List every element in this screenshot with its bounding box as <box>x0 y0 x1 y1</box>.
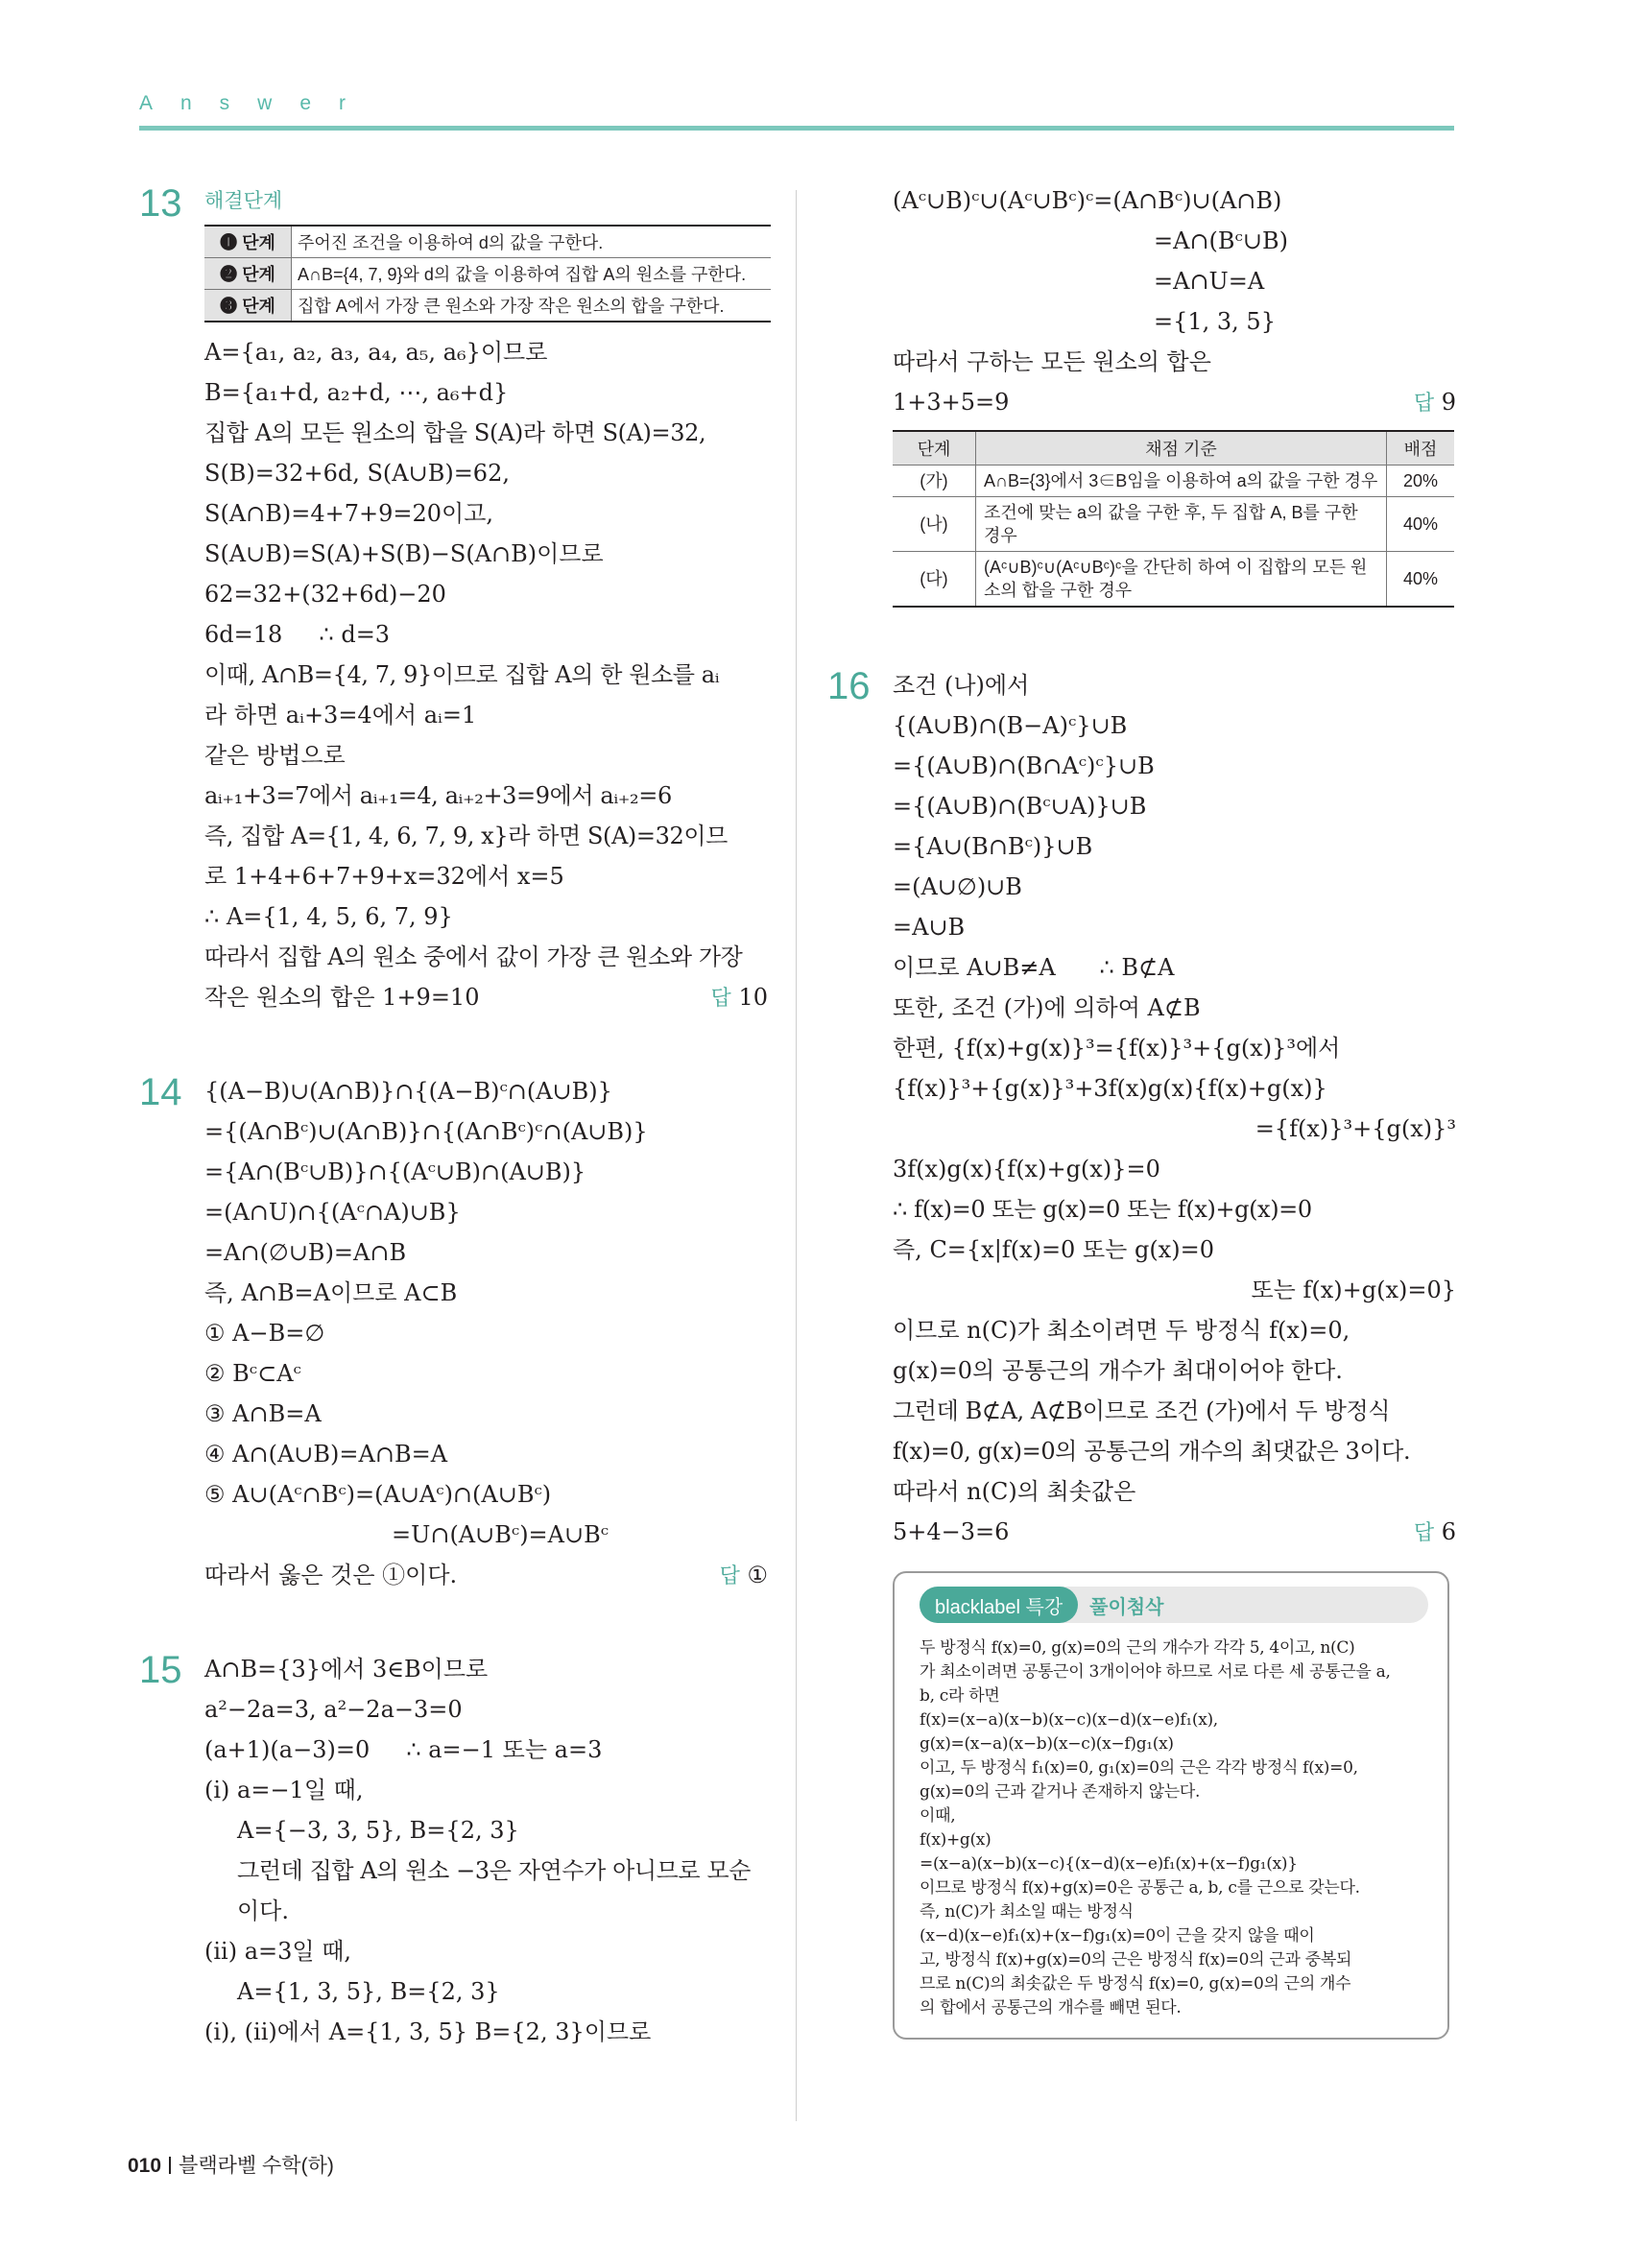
grading-row <box>893 552 1454 608</box>
solution-line: {f(x)}³+{g(x)}³+3f(x)g(x){f(x)+g(x)} <box>893 1075 1327 1102</box>
left-column <box>139 182 768 2052</box>
answer-value: 10 <box>738 984 768 1011</box>
problem-number: 15 <box>139 1649 182 1691</box>
solution-line: 이다. <box>237 1898 289 1924</box>
problem-15-continued <box>827 180 1456 608</box>
tip-kind-label: 풀이첨삭 <box>1089 1596 1164 1618</box>
solution-line <box>893 1512 1456 1552</box>
solution-line <box>204 1555 768 1595</box>
solution-line: =A∩(∅∪B)=A∩B <box>204 1239 407 1266</box>
solution-line: (ii) a=3일 때, <box>204 1938 352 1965</box>
step-name: ❸ 단계 <box>204 290 292 322</box>
solution-line: =U∩(A∪Bᶜ)=A∪Bᶜ <box>392 1521 609 1548</box>
choice-2: ② Bᶜ⊂Aᶜ <box>204 1360 301 1387</box>
problem-15 <box>139 1649 768 2052</box>
header-label: Answer <box>139 92 374 114</box>
solution-line: A={−3, 3, 5}, B={2, 3} <box>237 1817 519 1844</box>
page-number: 010 <box>128 2155 162 2177</box>
grading-criterion: A∩B={3}에서 3∈B임을 이용하여 a의 값을 구한 경우 <box>976 466 1387 497</box>
answer-value: 6 <box>1441 1518 1456 1545</box>
solution-line: 3f(x)g(x){f(x)+g(x)}=0 <box>893 1156 1160 1182</box>
solution-line: 또한, 조건 (가)에 의하여 A⊄B <box>893 994 1201 1021</box>
solution-line: ∴ f(x)=0 또는 g(x)=0 또는 f(x)+g(x)=0 <box>893 1196 1312 1223</box>
answer <box>711 977 768 1017</box>
solution-line: f(x)=0, g(x)=0의 공통근의 개수의 최댓값은 3이다. <box>893 1438 1411 1465</box>
solution-line: 즉, 집합 A={1, 4, 6, 7, 9, x}라 하면 S(A)=32이므 <box>204 823 728 849</box>
grading-header-row <box>893 431 1454 466</box>
tip-brand-label: blacklabel 특강 <box>920 1587 1078 1623</box>
blacklabel-tip-box <box>893 1571 1449 2040</box>
step-text: 주어진 조건을 이용하여 d의 값을 구한다. <box>292 226 772 258</box>
solution-line: a²−2a=3, a²−2a−3=0 <box>204 1696 463 1723</box>
solution-line: 이므로 A∪B≠A ∴ B⊄A <box>893 954 1175 981</box>
header-criterion: 채점 기준 <box>976 431 1387 466</box>
problem-number: 13 <box>139 182 182 225</box>
tip-line: b, c라 하면 <box>920 1686 1000 1706</box>
answer-label: 답 <box>1413 1520 1435 1544</box>
solution-line: A={a₁, a₂, a₃, a₄, a₅, a₆}이므로 <box>204 339 548 366</box>
problem-13 <box>139 182 768 1017</box>
tip-line: 가 최소이려면 공통근이 3개이어야 하므로 서로 다른 세 공통근을 a, <box>920 1662 1391 1682</box>
tip-line: g(x)=(x−a)(x−b)(x−c)(x−f)g₁(x) <box>920 1734 1174 1754</box>
solution-line: (i), (ii)에서 A={1, 3, 5} B={2, 3}이므로 <box>204 2018 652 2045</box>
page-footer <box>128 2150 334 2179</box>
grading-step: (다) <box>893 552 976 608</box>
solution-line: =(A∩U)∩{(Aᶜ∩A)∪B} <box>204 1199 461 1226</box>
tip-line: =(x−a)(x−b)(x−c){(x−d)(x−e)f₁(x)+(x−f)g₁(x)} <box>920 1854 1298 1874</box>
tip-line: f(x)+g(x) <box>920 1830 992 1850</box>
choice-1: ① A−B=∅ <box>204 1320 325 1347</box>
tip-line: 이때, <box>920 1806 956 1826</box>
step-name: ❶ 단계 <box>204 226 292 258</box>
answer <box>720 1555 768 1595</box>
solution-line: =A∩U=A <box>1154 268 1265 295</box>
problem-14 <box>139 1071 768 1595</box>
step-name: ❷ 단계 <box>204 258 292 290</box>
tip-header <box>920 1587 1428 1623</box>
solution-line: ={1, 3, 5} <box>1154 308 1276 335</box>
solution-line: 그런데 집합 A의 원소 −3은 자연수가 아니므로 모순 <box>237 1857 752 1884</box>
grading-step: (나) <box>893 497 976 552</box>
solution-line <box>204 977 768 1017</box>
book-title: 블랙라벨 수학(하) <box>179 2155 334 2177</box>
solution-line: (i) a=−1일 때, <box>204 1777 364 1803</box>
solution-line: {(A−B)∪(A∩B)}∩{(A−B)ᶜ∩(A∪B)} <box>204 1078 612 1105</box>
solution-line: ={f(x)}³+{g(x)}³ <box>1255 1115 1456 1142</box>
answer-value: ① <box>747 1562 768 1588</box>
solution-line: =A∩(Bᶜ∪B) <box>1154 227 1288 254</box>
solution-line: 또는 f(x)+g(x)=0} <box>1251 1277 1456 1303</box>
solution-line: ={A∪(B∩Bᶜ)}∪B <box>893 833 1093 860</box>
solution-line: (a+1)(a−3)=0 ∴ a=−1 또는 a=3 <box>204 1736 603 1763</box>
answer-label: 답 <box>1413 391 1435 415</box>
tip-line: g(x)=0의 근과 같거나 존재하지 않는다. <box>920 1782 1201 1802</box>
tip-line: 두 방정식 f(x)=0, g(x)=0의 근의 개수가 각각 5, 4이고, n(C) <box>920 1638 1355 1658</box>
tip-line: 이고, 두 방정식 f₁(x)=0, g₁(x)=0의 근은 각각 방정식 f(x)=0, <box>920 1758 1358 1778</box>
solution-line: 로 1+4+6+7+9+x=32에서 x=5 <box>204 863 564 890</box>
solution-line: 그런데 B⊄A, A⊄B이므로 조건 (가)에서 두 방정식 <box>893 1397 1391 1424</box>
grading-row <box>893 466 1454 497</box>
grading-score: 20% <box>1387 466 1455 497</box>
problem-number: 14 <box>139 1071 182 1113</box>
solution-line: 따라서 구하는 모든 원소의 합은 <box>893 348 1211 375</box>
step-text: 집합 A에서 가장 큰 원소와 가장 작은 원소의 합을 구한다. <box>292 290 772 322</box>
header-rule <box>139 126 1454 131</box>
choice-5: ⑤ A∪(Aᶜ∩Bᶜ)=(A∪Aᶜ)∩(A∪Bᶜ) <box>204 1481 552 1508</box>
solution-line: A={1, 3, 5}, B={2, 3} <box>237 1978 500 2005</box>
solution-line: g(x)=0의 공통근의 개수가 최대이어야 한다. <box>893 1357 1343 1384</box>
tip-line: 의 합에서 공통근의 개수를 빼면 된다. <box>920 1998 1182 2017</box>
solution-line: ={A∩(Bᶜ∪B)}∩{(Aᶜ∪B)∩(A∪B)} <box>204 1158 586 1185</box>
step-row <box>204 290 771 322</box>
solution-steps-table <box>204 225 771 322</box>
solution-steps-title: 해결단계 <box>204 190 283 212</box>
solution-line: S(A∩B)=4+7+9=20이고, <box>204 500 494 527</box>
solution-line: ∴ A={1, 4, 5, 6, 7, 9} <box>204 903 453 930</box>
step-row <box>204 258 771 290</box>
answer-label: 답 <box>719 1564 740 1588</box>
solution-text: 작은 원소의 합은 1+9=10 <box>204 984 480 1011</box>
grading-step: (가) <box>893 466 976 497</box>
solution-text: 1+3+5=9 <box>893 389 1010 416</box>
solution-line: 따라서 n(C)의 최솟값은 <box>893 1478 1136 1505</box>
solution-line: 조건 (나)에서 <box>893 672 1030 699</box>
grading-score: 40% <box>1387 552 1455 608</box>
solution-line: 같은 방법으로 <box>204 742 346 769</box>
answer-label: 답 <box>710 986 731 1010</box>
tip-line: f(x)=(x−a)(x−b)(x−c)(x−d)(x−e)f₁(x), <box>920 1710 1218 1730</box>
column-divider <box>796 190 797 2121</box>
solution-line: ={(A∪B)∩(B∩Aᶜ)ᶜ}∪B <box>893 752 1155 779</box>
solution-line: ={(A∩Bᶜ)∪(A∩B)}∩{(A∩Bᶜ)ᶜ∩(A∪B)} <box>204 1118 648 1145</box>
solution-text: 5+4−3=6 <box>893 1518 1010 1545</box>
solution-line: S(B)=32+6d, S(A∪B)=62, <box>204 460 510 487</box>
solution-line: A∩B={3}에서 3∈B이므로 <box>204 1656 489 1683</box>
solution-line: 이므로 n(C)가 최소이려면 두 방정식 f(x)=0, <box>893 1317 1350 1344</box>
solution-line: 즉, C={x|f(x)=0 또는 g(x)=0 <box>893 1236 1214 1263</box>
tip-line: 이므로 방정식 f(x)+g(x)=0은 공통근 a, b, c를 근으로 갖는다. <box>920 1878 1360 1898</box>
step-text: A∩B={4, 7, 9}와 d의 값을 이용하여 집합 A의 원소를 구한다. <box>292 258 772 290</box>
solution-text: 따라서 옳은 것은 ①이다. <box>204 1562 458 1588</box>
solution-line: 따라서 집합 A의 원소 중에서 값이 가장 큰 원소와 가장 <box>204 943 743 970</box>
solution-line: =(A∪∅)∪B <box>893 873 1022 900</box>
grading-row <box>893 497 1454 552</box>
grading-table <box>893 430 1454 608</box>
solution-line: (Aᶜ∪B)ᶜ∪(Aᶜ∪Bᶜ)ᶜ=(A∩Bᶜ)∪(A∩B) <box>893 187 1282 214</box>
choice-4: ④ A∩(A∪B)=A∩B=A <box>204 1441 448 1468</box>
solution-line: aᵢ₊₁+3=7에서 aᵢ₊₁=4, aᵢ₊₂+3=9에서 aᵢ₊₂=6 <box>204 782 672 809</box>
problem-number: 16 <box>827 665 871 707</box>
solution-line: 한편, {f(x)+g(x)}³={f(x)}³+{g(x)}³에서 <box>893 1035 1341 1062</box>
solution-line: ={(A∪B)∩(Bᶜ∪A)}∪B <box>893 793 1147 820</box>
solution-line: 이때, A∩B={4, 7, 9}이므로 집합 A의 한 원소를 aᵢ <box>204 661 720 688</box>
answer <box>1414 1512 1456 1552</box>
answer <box>1414 382 1456 422</box>
solution-line <box>893 382 1456 422</box>
tip-line: 므로 n(C)의 최솟값은 두 방정식 f(x)=0, g(x)=0의 근의 개수 <box>920 1974 1351 1993</box>
tip-line: 고, 방정식 f(x)+g(x)=0의 근은 방정식 f(x)=0의 근과 중복되 <box>920 1950 1352 1970</box>
right-column <box>827 182 1456 2040</box>
header-step: 단계 <box>893 431 976 466</box>
problem-16 <box>827 665 1456 2040</box>
answer-value: 9 <box>1441 389 1456 416</box>
solution-line: {(A∪B)∩(B−A)ᶜ}∪B <box>893 712 1128 739</box>
solution-line: 라 하면 aᵢ+3=4에서 aᵢ=1 <box>204 702 477 728</box>
solution-line: 6d=18 ∴ d=3 <box>204 621 391 648</box>
grading-criterion: (Aᶜ∪B)ᶜ∪(Aᶜ∪Bᶜ)ᶜ을 간단히 하여 이 집합의 모든 원소의 합을 구한 경우 <box>976 552 1387 608</box>
grading-score: 40% <box>1387 497 1455 552</box>
choice-3: ③ A∩B=A <box>204 1400 322 1427</box>
solution-line: 즉, A∩B=A이므로 A⊂B <box>204 1279 458 1306</box>
tip-line: (x−d)(x−e)f₁(x)+(x−f)g₁(x)=0이 근을 갖지 않을 때이 <box>920 1926 1315 1946</box>
solution-line: B={a₁+d, a₂+d, ⋯, a₆+d} <box>204 379 509 406</box>
grading-criterion: 조건에 맞는 a의 값을 구한 후, 두 집합 A, B를 구한 경우 <box>976 497 1387 552</box>
header-score: 배점 <box>1387 431 1455 466</box>
tip-line: 즉, n(C)가 최소일 때는 방정식 <box>920 1902 1134 1922</box>
step-row <box>204 226 771 258</box>
footer-separator <box>169 2157 171 2174</box>
solution-line: 집합 A의 모든 원소의 합을 S(A)라 하면 S(A)=32, <box>204 419 706 446</box>
solution-line: S(A∪B)=S(A)+S(B)−S(A∩B)이므로 <box>204 540 604 567</box>
solution-line: 62=32+(32+6d)−20 <box>204 581 446 608</box>
solution-line: =A∪B <box>893 914 966 941</box>
